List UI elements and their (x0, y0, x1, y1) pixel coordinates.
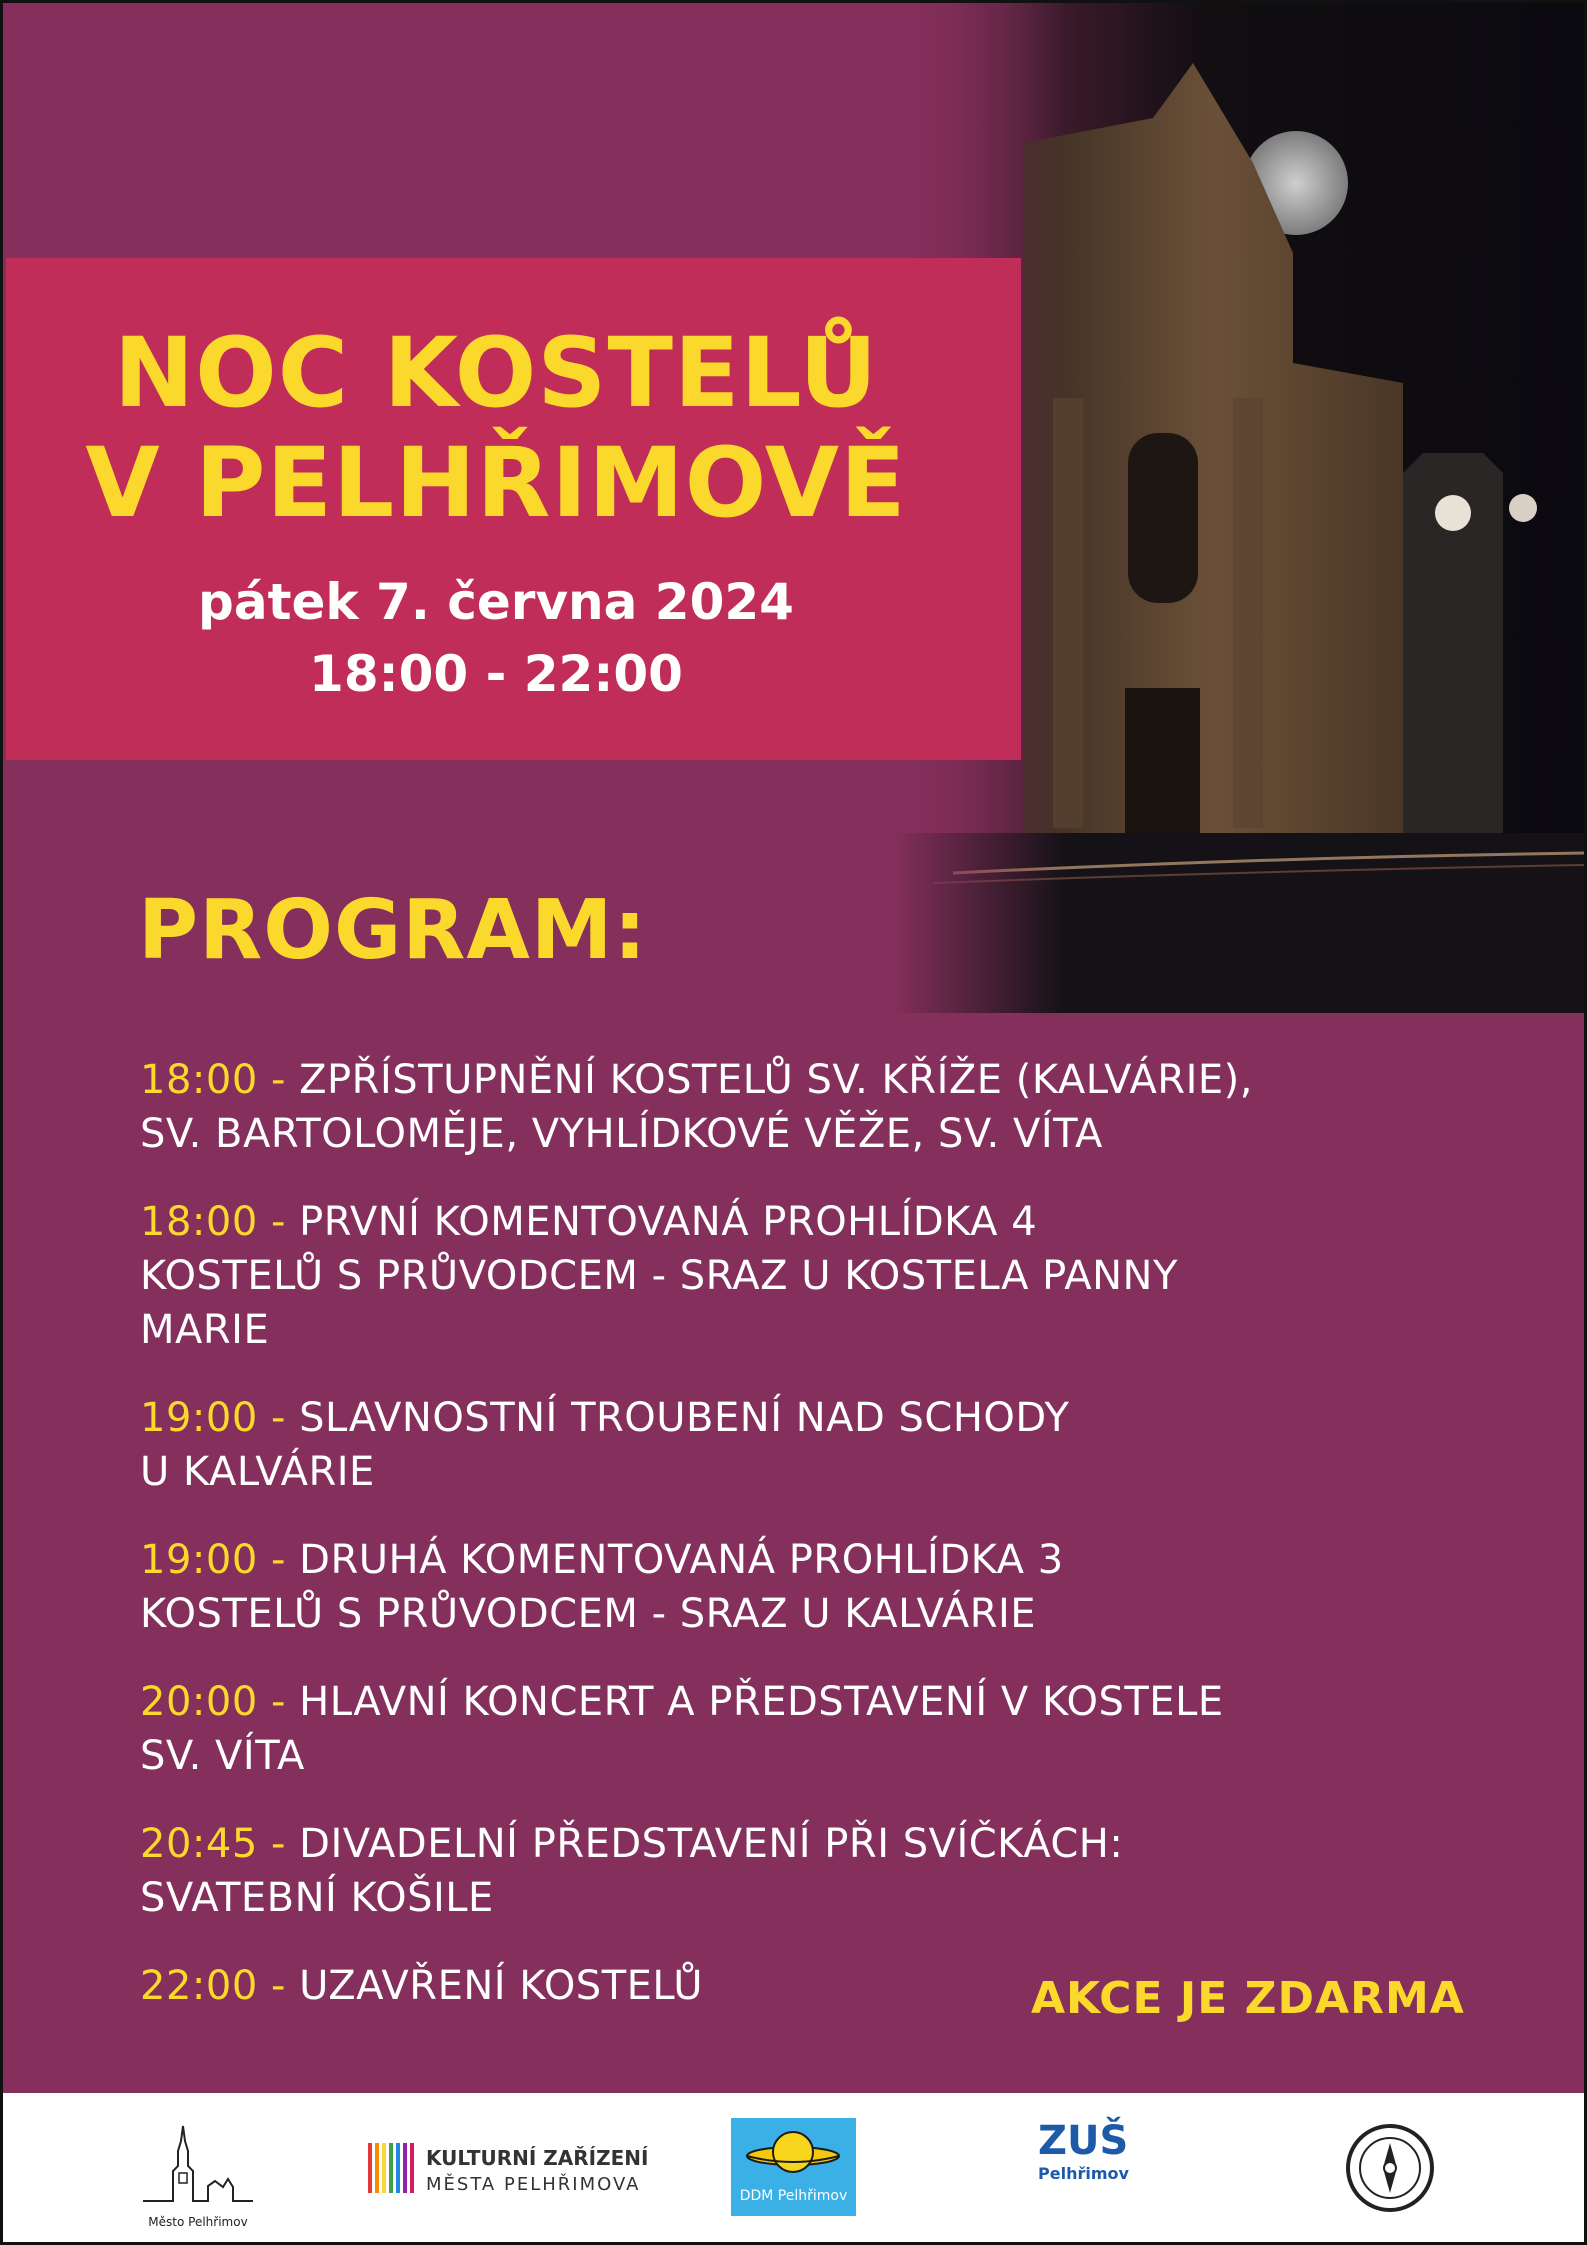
kz-line2: MĚSTA PELHŘIMOVA (426, 2174, 641, 2195)
item-time: 18:00 - (140, 1057, 286, 1103)
ddm-text: DDM Pelhřimov (739, 2188, 848, 2204)
program-item (140, 1817, 1340, 1925)
program-item (140, 1675, 1340, 1783)
item-text: KOSTELŮ S PRŮVODCEM - SRAZ U KALVÁRIE (140, 1591, 1037, 1637)
item-time: 18:00 - (140, 1199, 286, 1245)
free-admission-note: AKCE JE ZDARMA (1031, 1973, 1465, 2024)
rainbow-bars-icon (368, 2138, 418, 2198)
item-text: DIVADELNÍ PŘEDSTAVENÍ PŘI SVÍČKÁCH: (285, 1821, 1124, 1867)
program-item (140, 1533, 1340, 1641)
city-logo-text: Město Pelhřimov (148, 2215, 248, 2229)
city-skyline-icon (133, 2121, 263, 2211)
item-time: 19:00 - (140, 1537, 286, 1583)
item-text: SV. VÍTA (140, 1733, 305, 1779)
zus-logo (1038, 2118, 1148, 2208)
program-list (140, 1053, 1340, 2047)
event-title-line2: V PELHŘIMOVĚ (85, 427, 907, 539)
seal-logo (1331, 2121, 1449, 2215)
program-heading: PROGRAM: (138, 883, 648, 978)
kz-line1: KULTURNÍ ZAŘÍZENÍ (426, 2146, 649, 2170)
item-text: DRUHÁ KOMENTOVANÁ PROHLÍDKA 3 (285, 1537, 1064, 1583)
city-logo (133, 2121, 263, 2231)
zus-title: ZUŠ (1038, 2118, 1129, 2164)
kulturni-zarizeni-logo (368, 2138, 649, 2208)
event-date: pátek 7. června 2024 (198, 573, 794, 631)
item-text: MARIE (140, 1307, 270, 1353)
item-time: 22:00 - (140, 1963, 286, 2009)
zus-sub: Pelhřimov (1038, 2164, 1129, 2183)
item-time: 19:00 - (140, 1395, 286, 1441)
item-time: 20:00 - (140, 1679, 286, 1725)
program-item (140, 1053, 1340, 1161)
event-title-line1: NOC KOSTELŮ (113, 317, 879, 429)
item-text: SVATEBNÍ KOŠILE (140, 1875, 494, 1921)
item-text: SLAVNOSTNÍ TROUBENÍ NAD SCHODY (285, 1395, 1070, 1441)
item-text: U KALVÁRIE (140, 1449, 375, 1495)
ddm-logo (731, 2118, 856, 2216)
event-time: 18:00 - 22:00 (309, 645, 683, 703)
item-text: KOSTELŮ S PRŮVODCEM - SRAZ U KOSTELA PANNY (140, 1253, 1178, 1299)
title-box (6, 258, 1021, 760)
item-text: HLAVNÍ KONCERT A PŘEDSTAVENÍ V KOSTELE (285, 1679, 1224, 1725)
item-text: SV. BARTOLOMĚJE, VYHLÍDKOVÉ VĚŽE, SV. VÍTA (140, 1111, 1103, 1157)
planet-icon (731, 2118, 856, 2188)
item-text: UZAVŘENÍ KOSTELŮ (285, 1963, 703, 2009)
item-text: ZPŘÍSTUPNĚNÍ KOSTELŮ SV. KŘÍŽE (KALVÁRIE), (285, 1057, 1253, 1103)
item-text: PRVNÍ KOMENTOVANÁ PROHLÍDKA 4 (285, 1199, 1038, 1245)
item-time: 20:45 - (140, 1821, 286, 1867)
sponsor-footer (3, 2093, 1584, 2242)
program-item (140, 1391, 1340, 1499)
program-item (140, 1195, 1340, 1357)
seal-icon (1331, 2121, 1449, 2215)
